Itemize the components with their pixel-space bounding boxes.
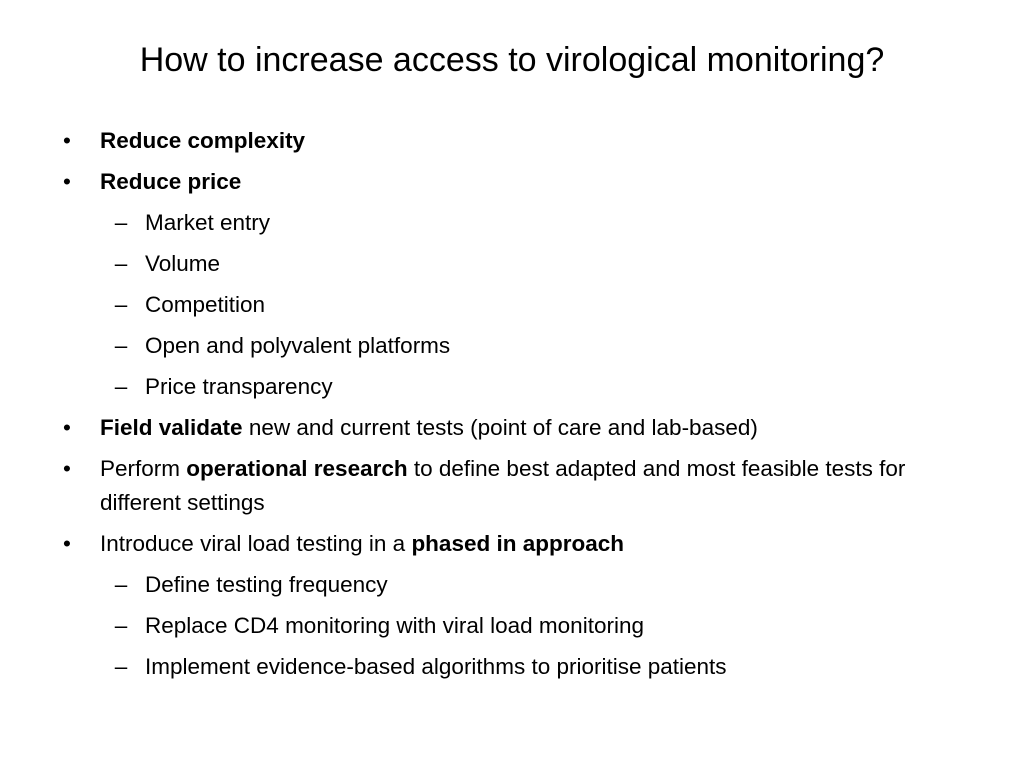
bullet-text: Introduce viral load testing in a: [100, 531, 412, 556]
sub-bullet-marker: –: [114, 292, 128, 317]
bullet-phased-approach: [0, 527, 1024, 561]
sub-bullet-text: Market entry: [145, 210, 271, 235]
bullet-marker: •: [63, 169, 71, 194]
sub-bullet-marker: –: [114, 374, 128, 399]
sub-bullet-marker: –: [114, 210, 128, 235]
bullet-bold-text: Reduce price: [100, 169, 242, 194]
sub-bullet-text: Open and polyvalent platforms: [145, 333, 451, 358]
bullet-bold-text: Field validate: [100, 415, 243, 440]
sub-bullet-marker: –: [114, 572, 128, 597]
sub-bullet-marker: –: [114, 613, 128, 638]
slide-title: How to increase access to virological monitoring?: [139, 41, 885, 79]
sub-bullet-competition: [0, 288, 1024, 322]
bullet-bold-text: phased in approach: [411, 531, 624, 556]
sub-bullet-replace-cd4: [0, 609, 1024, 643]
sub-bullet-text: Competition: [145, 292, 266, 317]
sub-bullet-volume: [0, 247, 1024, 281]
bullet-text: to define best adapted and most feasible tests for different settings: [100, 456, 906, 515]
sub-bullet-algorithms: [0, 650, 1024, 684]
bullet-reduce-complexity: [0, 124, 1024, 158]
sub-bullet-testing-frequency: [0, 568, 1024, 602]
slide-content: [0, 124, 1024, 691]
bullet-marker: •: [63, 128, 71, 153]
sub-bullet-market-entry: [0, 206, 1024, 240]
sub-bullet-marker: –: [114, 251, 128, 276]
sub-bullet-text: Implement evidence-based algorithms to prioritise patients: [145, 654, 727, 679]
bullet-field-validate: [0, 411, 1024, 445]
bullet-reduce-price: [0, 165, 1024, 199]
sub-bullet-open-platforms: [0, 329, 1024, 363]
bullet-text: new and current tests (point of care and lab-based): [242, 415, 758, 440]
bullet-marker: •: [63, 456, 71, 481]
sub-bullet-price-transparency: [0, 370, 1024, 404]
sub-bullet-text: Replace CD4 monitoring with viral load monitoring: [145, 613, 644, 638]
bullet-bold-text: operational research: [186, 456, 408, 481]
bullet-marker: •: [63, 531, 71, 556]
bullet-text: Perform: [100, 456, 187, 481]
sub-bullet-marker: –: [114, 654, 128, 679]
sub-bullet-text: Price transparency: [145, 374, 333, 399]
sub-bullet-marker: –: [114, 333, 128, 358]
bullet-marker: •: [63, 415, 71, 440]
bullet-bold-text: Reduce complexity: [100, 128, 306, 153]
sub-bullet-text: Volume: [145, 251, 221, 276]
bullet-operational-research: [0, 452, 1024, 520]
sub-bullet-text: Define testing frequency: [145, 572, 388, 597]
